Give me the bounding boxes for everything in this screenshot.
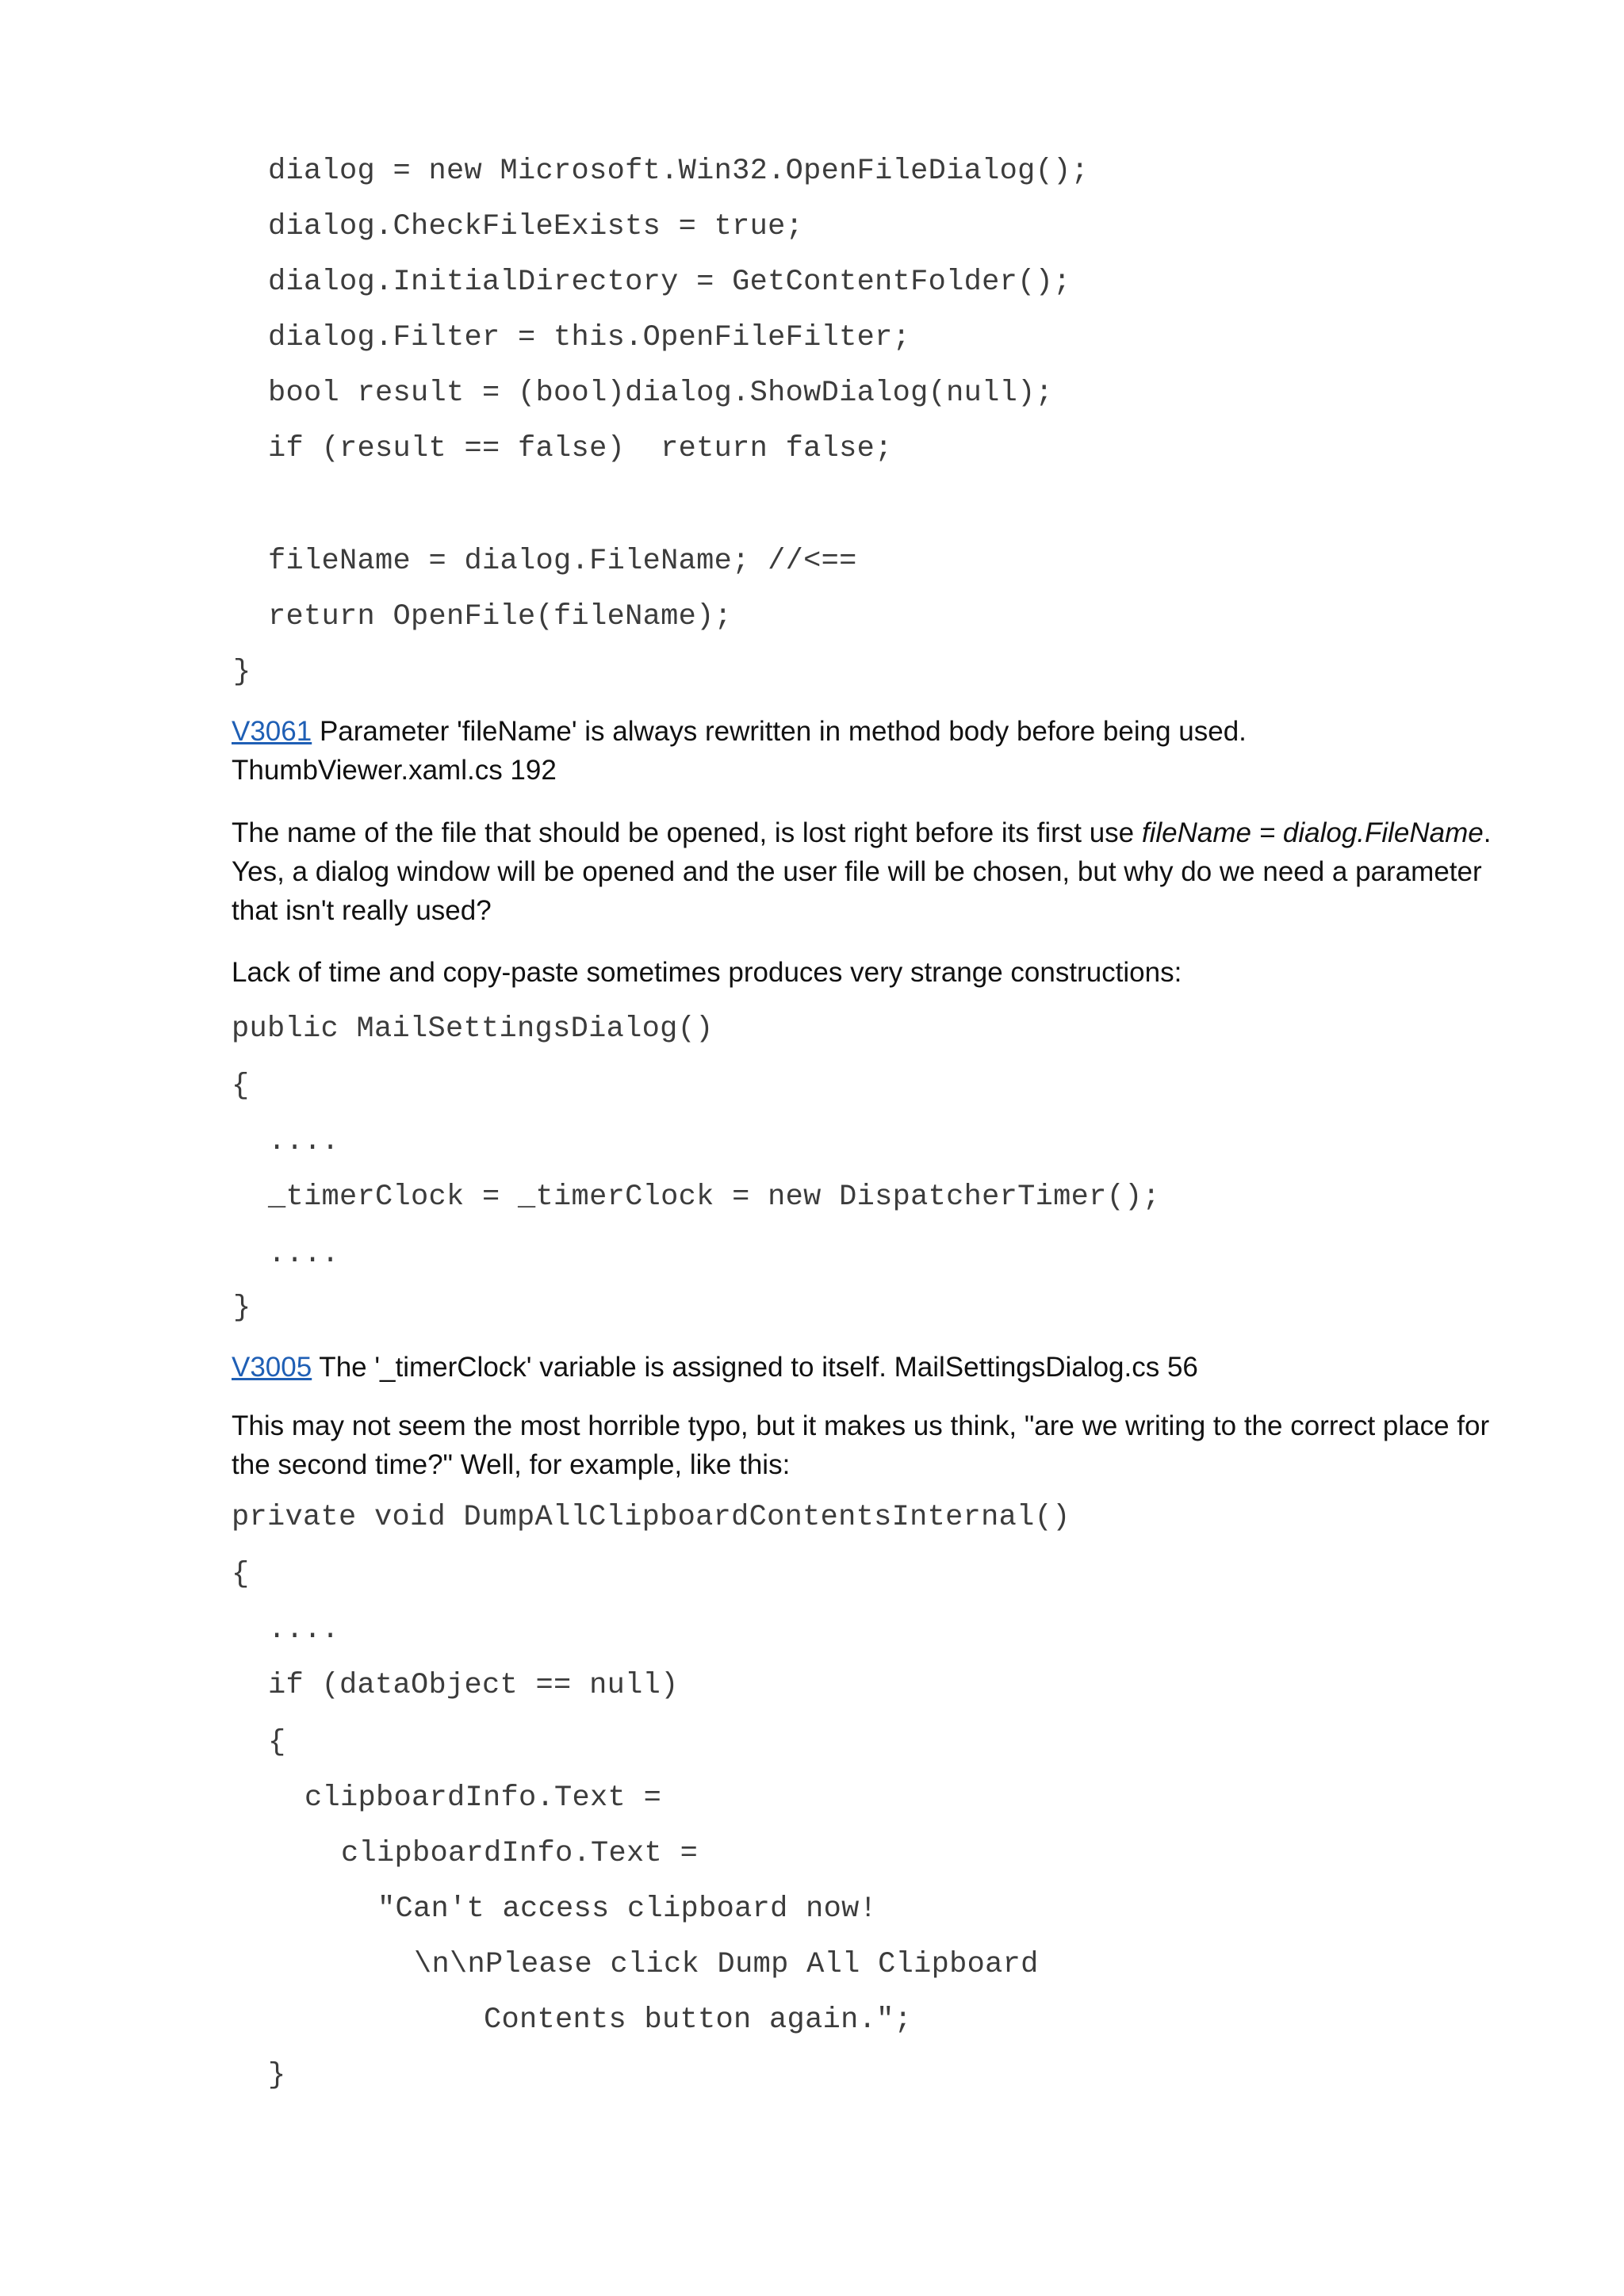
code-line: dialog = new Microsoft.Win32.OpenFileDialog(); [268,155,1090,188]
code-line: if (result == false) return false; [268,432,893,465]
code-line: dialog.Filter = this.OpenFileFilter; [268,321,911,354]
code-line: } [233,656,251,689]
paragraph-text: . Yes, a dialog window will be opened and the user file will be chosen, but why do we need a parameter that isn't really used? [232,817,1492,926]
inline-code-italic: fileName = dialog.FileName [1141,817,1484,848]
code-line: .... [268,1238,340,1271]
code-line: { [232,1558,250,1591]
paragraph-text: The name of the file that should be opened, is lost right before its first use [232,817,1142,848]
paragraph-filename-lost [232,813,1516,930]
diagnostic-v3005 [232,1348,1516,1387]
code-line: .... [268,1125,340,1158]
diagnostic-message: Parameter 'fileName' is always rewritten in method body before being used. [312,716,1247,747]
code-line: clipboardInfo.Text = [304,1781,662,1815]
code-line: dialog.InitialDirectory = GetContentFolder(); [268,266,1071,299]
diagnostic-v3061 [232,712,1516,790]
code-line: "Can't access clipboard now! [377,1892,878,1926]
code-line: if (dataObject == null) [268,1669,679,1702]
code-line: public MailSettingsDialog() [232,1012,714,1046]
code-line: \n\nPlease click Dump All Clipboard [414,1948,1039,1981]
diagnostic-location: ThumbViewer.xaml.cs 192 [232,755,557,786]
code-line: return OpenFile(fileName); [268,600,733,633]
code-line: } [233,1292,251,1325]
diagnostic-message: The '_timerClock' variable is assigned to itself. MailSettingsDialog.cs 56 [312,1352,1198,1383]
code-line: .... [268,1613,340,1647]
code-line: private void DumpAllClipboardContentsInternal() [232,1501,1071,1534]
code-line: { [268,1726,286,1759]
code-line: { [232,1070,250,1103]
code-line: clipboardInfo.Text = [341,1837,699,1870]
code-line: fileName = dialog.FileName; //<== [268,545,857,578]
paragraph-typo: This may not seem the most horrible typo, but it makes us think, "are we writing to the correct place for the second time?" Well, for example, like this: [232,1410,1490,1480]
code-line: } [268,2059,286,2092]
diagnostic-link-v3061[interactable]: V3061 [232,716,312,747]
diagnostic-link-v3005[interactable]: V3005 [232,1352,312,1383]
code-line: Contents button again."; [484,2003,913,2037]
paragraph-copy-paste: Lack of time and copy-paste sometimes produces very strange constructions: [232,957,1182,988]
code-line: dialog.CheckFileExists = true; [268,210,804,243]
code-line: bool result = (bool)dialog.ShowDialog(null); [268,377,1054,410]
code-line: _timerClock = _timerClock = new DispatcherTimer(); [268,1181,1161,1214]
